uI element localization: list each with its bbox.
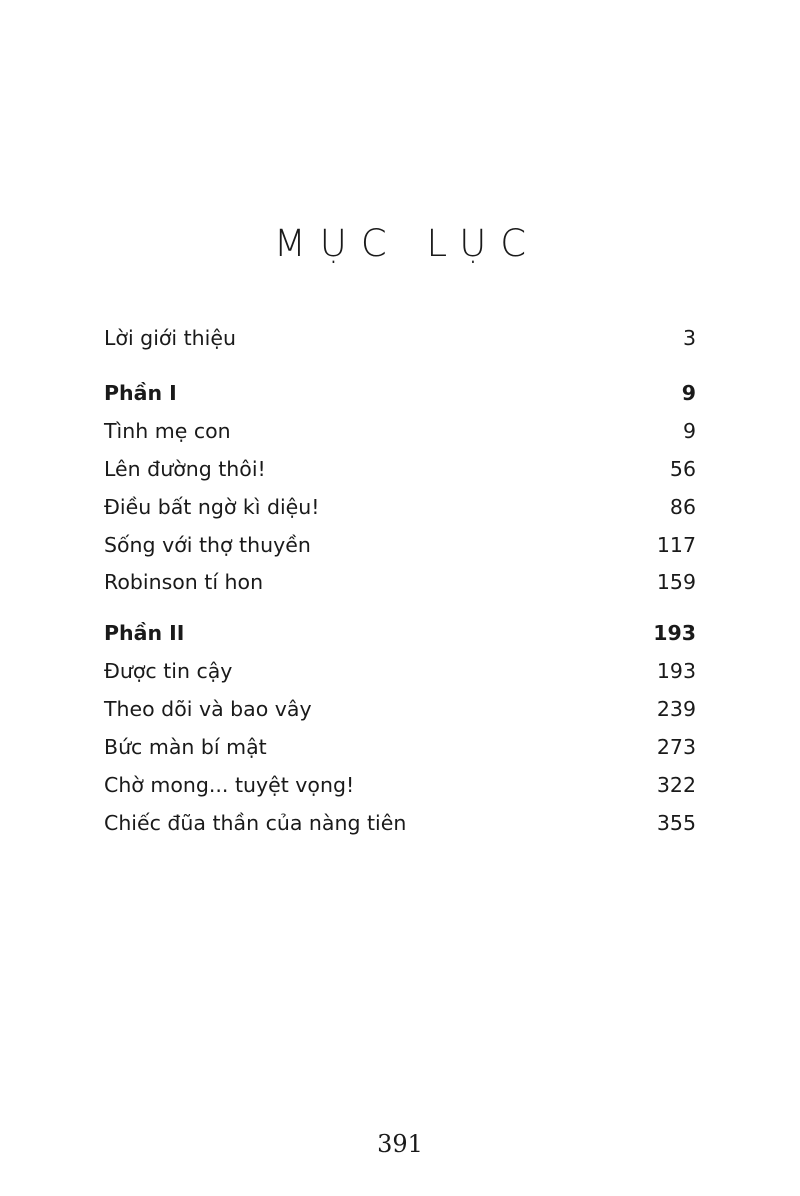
toc-part-title: Phần II <box>104 621 185 645</box>
toc-entry-page: 193 <box>656 659 696 683</box>
toc-part-page: 9 <box>681 381 696 405</box>
toc-entry-page: 9 <box>682 419 696 443</box>
toc-entry <box>104 570 696 594</box>
toc-entry <box>104 533 696 557</box>
toc-entry <box>104 735 696 759</box>
toc-entry-title: Tình mẹ con <box>104 419 231 443</box>
toc-part-title: Phần I <box>104 381 177 405</box>
toc-entry-title: Lời giới thiệu <box>104 326 236 350</box>
toc-part-1 <box>104 381 696 405</box>
toc-entry-title: Robinson tí hon <box>104 570 264 594</box>
toc-entry <box>104 419 696 443</box>
toc-entry <box>104 811 696 835</box>
toc-entry-page: 273 <box>656 735 696 759</box>
toc-entry-page: 322 <box>656 773 696 797</box>
toc-entry <box>104 495 696 519</box>
toc-entry-title: Theo dõi và bao vây <box>104 697 312 721</box>
toc-entry-page: 3 <box>682 326 696 350</box>
toc-entry-page: 117 <box>656 533 696 557</box>
toc-entry <box>104 697 696 721</box>
toc-entry-title: Được tin cậy <box>104 659 233 683</box>
toc-part-page: 193 <box>653 621 696 645</box>
toc-entry-page: 56 <box>669 457 696 481</box>
toc-entry <box>104 659 696 683</box>
toc-heading: MỤC LỤC <box>273 222 541 265</box>
toc-part-2 <box>104 621 696 645</box>
toc-entry-title: Chờ mong... tuyệt vọng! <box>104 773 355 797</box>
toc-entry-title: Điều bất ngờ kì diệu! <box>104 495 320 519</box>
toc-entry-page: 239 <box>656 697 696 721</box>
toc-entry-page: 355 <box>656 811 696 835</box>
toc-entry-introduction <box>104 326 696 350</box>
toc-entry-title: Lên đường thôi! <box>104 457 266 481</box>
toc-entry-title: Bức màn bí mật <box>104 735 267 759</box>
toc-entry <box>104 457 696 481</box>
page-number: 391 <box>377 1130 423 1158</box>
toc-entry <box>104 773 696 797</box>
toc-entry-title: Sống với thợ thuyền <box>104 533 311 557</box>
toc-entry-page: 159 <box>656 570 696 594</box>
toc-entry-page: 86 <box>669 495 696 519</box>
toc-entry-title: Chiếc đũa thần của nàng tiên <box>104 811 407 835</box>
